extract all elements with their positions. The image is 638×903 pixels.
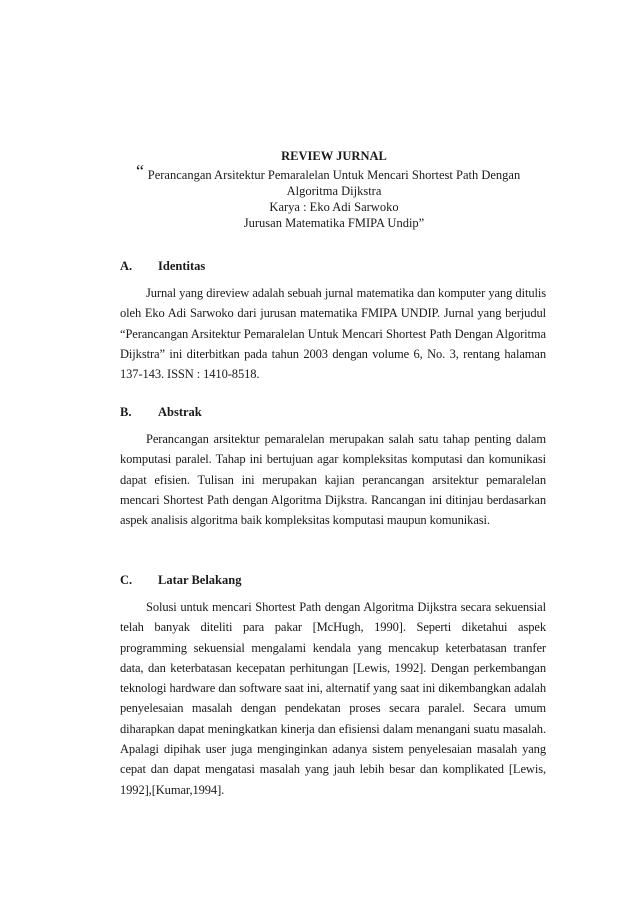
journal-title-line-1: Perancangan Arsitektur Pemaralelan Untuk Mencari Shortest Path Dengan bbox=[147, 168, 521, 182]
section-identitas bbox=[120, 258, 546, 384]
section-letter: A. bbox=[120, 259, 133, 273]
section-letter: C. bbox=[120, 573, 133, 587]
section-heading bbox=[120, 258, 546, 274]
section-title: Latar Belakang bbox=[158, 573, 242, 587]
section-title: Identitas bbox=[158, 259, 206, 273]
section-body: Perancangan arsitektur pemaralelan merupakan salah satu tahap penting dalam komputasi paralel. Tahap ini bertujuan agar kompleksitas komputasi dan komunikasi dapat efisien. Tulisan ini merupakan kajian perancangan arsitektur pemaralelan mencari Shortest Path dengan Algoritma Dijkstra. Rancangan ini ditinjau berdasarkan aspek analisis algoritma baik kompleksitas komputasi maupun komunikasi. bbox=[120, 432, 546, 528]
journal-title bbox=[120, 161, 548, 183]
section-heading bbox=[120, 404, 546, 420]
opening-quote-mark: “ bbox=[136, 161, 144, 181]
section-heading bbox=[120, 572, 546, 588]
section-abstrak bbox=[120, 404, 546, 530]
journal-title-line-2: Algoritma Dijkstra bbox=[286, 184, 382, 198]
document-title: REVIEW JURNAL bbox=[281, 149, 387, 163]
section-body: Jurnal yang direview adalah sebuah jurnal matematika dan komputer yang ditulis oleh Eko Adi Sarwoko dari jurusan matematika FMIPA UNDIP. Jurnal yang berjudul “Perancangan Arsitektur Pemaralelan Untuk Mencari Shortest Path Dengan Algoritma Dijkstra” ini diterbitkan pada tahun 2003 dengan volume 6, No. 3, rentang halaman 137-143. ISSN : 1410-8518. bbox=[120, 286, 546, 382]
section-letter: B. bbox=[120, 405, 132, 419]
section-body: Solusi untuk mencari Shortest Path dengan Algoritma Dijkstra secara sekuensial telah banyak diteliti para pakar [McHugh, 1990]. Seperti diketahui aspek programming sekuensial mengalami kendala yang mencakup keterbatasan tranfer data, dan keterbatasan kecepatan perhitungan [Lewis, 1992]. Dengan perkembangan teknologi hardware dan software saat ini, alternatif yang saat ini dikembangkan adalah penyelesaian masalah dengan pendekatan proses secara paralel. Secara umum diharapkan dapat meningkatkan kinerja dan efisiensi dalam menangani suatu masalah. Apalagi dipihak user juga menginginkan adanya sistem penyelesaian masalah yang cepat dan dapat mengatasi masalah yang jauh lebih besar dan komplikated [Lewis, 1992],[Kumar,1994]. bbox=[120, 600, 546, 797]
document-header bbox=[120, 148, 548, 231]
affiliation-line: Jurusan Matematika FMIPA Undip” bbox=[243, 216, 425, 230]
author-line: Karya : Eko Adi Sarwoko bbox=[269, 200, 399, 214]
section-title: Abstrak bbox=[158, 405, 202, 419]
section-latar-belakang bbox=[120, 572, 546, 800]
